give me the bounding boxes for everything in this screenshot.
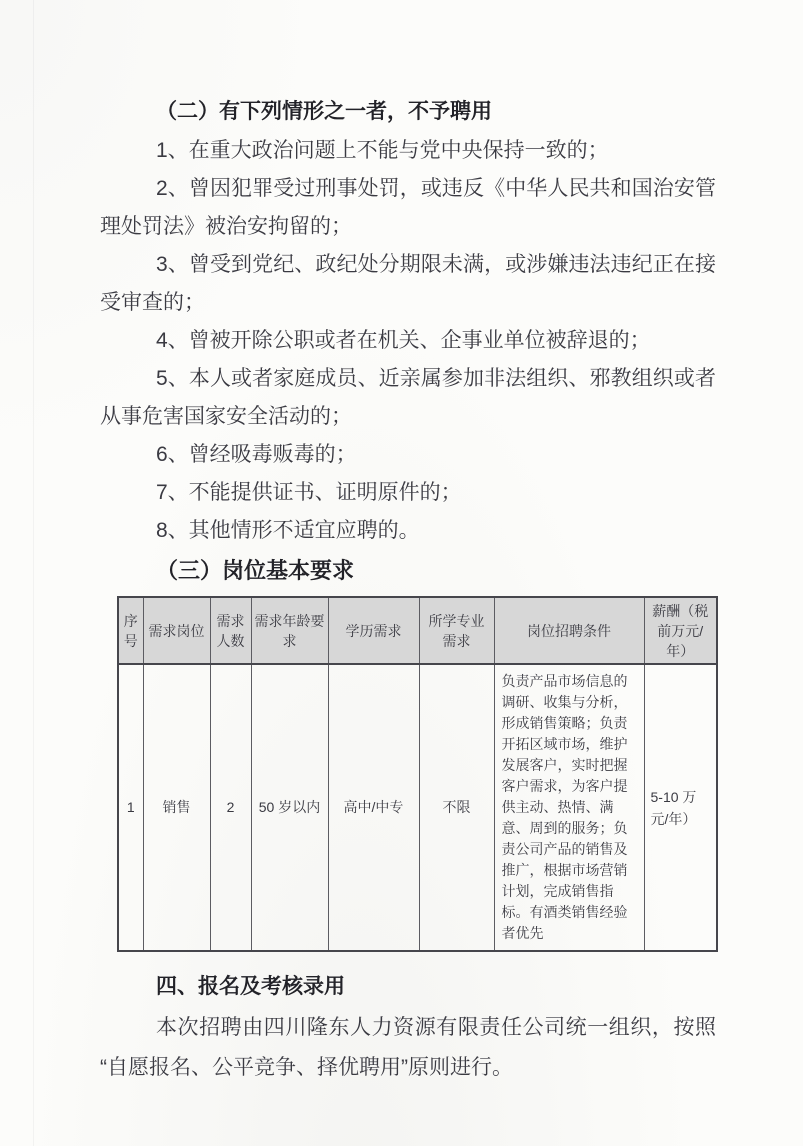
cell-salary: 5-10 万元/年） — [644, 664, 717, 951]
section-3-heading: （三）岗位基本要求 — [156, 558, 355, 583]
disqualify-item-6: 6、曾经吸毒贩毒的； — [156, 443, 357, 466]
closing-paragraph: 本次招聘由四川隆东人力资源有限责任公司统一组织，按照“自愿报名、公平竞争、择优聘用”原则进行。 — [100, 1016, 716, 1079]
disqualify-item-5: 5、本人或者家庭成员、近亲属参加非法组织、邪教组织或者从事危害国家安全活动的； — [100, 367, 716, 428]
disqualify-item-2: 2、曾因犯罪受过刑事处罚，或违反《中华人民共和国治安管理处罚法》被治安拘留的； — [100, 177, 716, 238]
section-2-heading: （二）有下列情形之一者，不予聘用 — [156, 100, 492, 123]
section-4-heading: 四、报名及考核录用 — [156, 975, 345, 998]
table-row — [118, 664, 717, 951]
disqualify-item-7: 7、不能提供证书、证明原件的； — [156, 481, 462, 504]
col-header-salary: 薪酬（税前万元/年） — [644, 597, 717, 664]
col-header-position: 需求岗位 — [143, 597, 210, 664]
disqualify-item-8: 8、其他情形不适宜应聘的。 — [156, 519, 420, 542]
table-header-row — [118, 597, 717, 664]
col-header-seq: 序号 — [118, 597, 143, 664]
col-header-education: 学历需求 — [328, 597, 419, 664]
cell-headcount: 2 — [210, 664, 251, 951]
disqualify-item-4: 4、曾被开除公职或者在机关、企事业单位被辞退的； — [156, 329, 651, 352]
cell-position: 销售 — [143, 664, 210, 951]
cell-seq: 1 — [118, 664, 143, 951]
col-header-age: 需求年龄要求 — [251, 597, 328, 664]
cell-major: 不限 — [419, 664, 494, 951]
col-header-major: 所学专业需求 — [419, 597, 494, 664]
job-requirements-table — [117, 596, 718, 952]
cell-education: 高中/中专 — [328, 664, 419, 951]
col-header-headcount: 需求人数 — [210, 597, 251, 664]
disqualify-item-1: 1、在重大政治问题上不能与党中央保持一致的； — [156, 139, 609, 162]
disqualify-item-3: 3、曾受到党纪、政纪处分期限未满，或涉嫌违法违纪正在接受审查的； — [100, 253, 716, 314]
col-header-conditions: 岗位招聘条件 — [494, 597, 644, 664]
document-content — [100, 0, 716, 1088]
cell-conditions: 负责产品市场信息的调研、收集与分析，形成销售策略；负责开拓区域市场，维护发展客户，实时把握客户需求，为客户提供主动、热情、满意、周到的服务；负责公司产品的销售及推广，根据市场营销计划，完成销售指标。有酒类销售经验者优先 — [494, 664, 644, 951]
scan-crease-line — [33, 0, 34, 1146]
cell-age: 50 岁以内 — [251, 664, 328, 951]
